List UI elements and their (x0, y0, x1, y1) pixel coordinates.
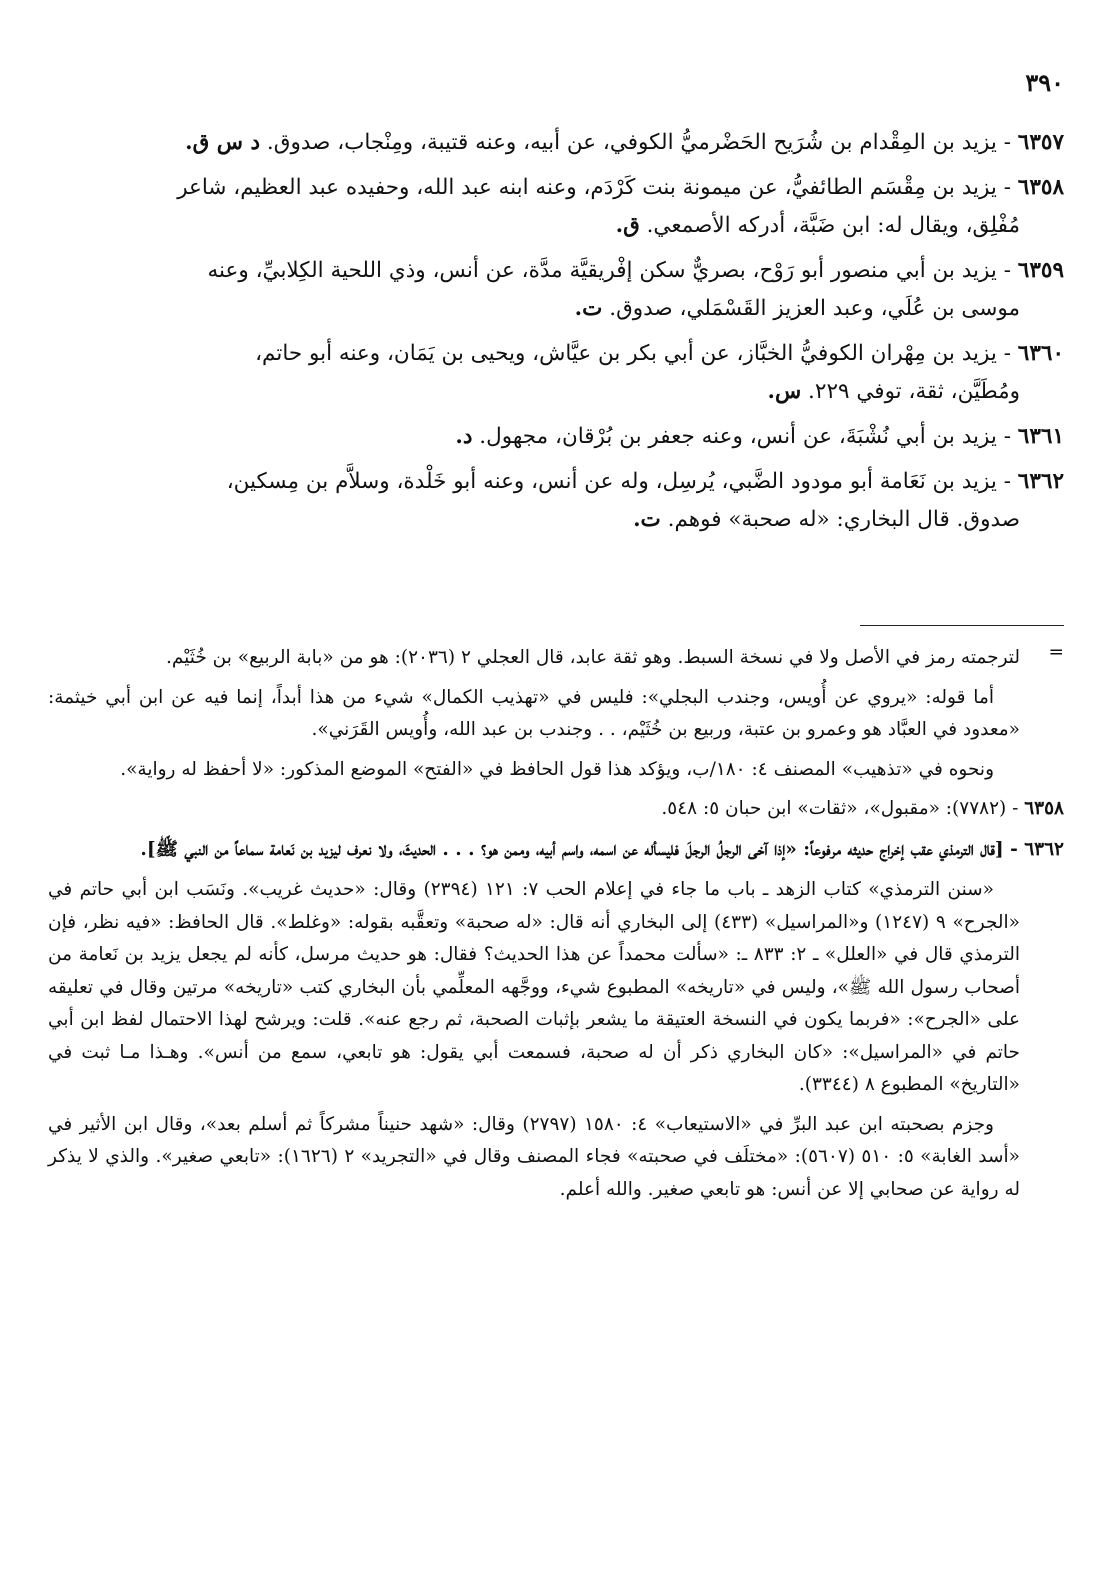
entry-6359: ٦٣٥٩ - يزيد بن أبي منصور أبو رَوْح، بصريٌّ سكن إفْريقيَّة مدَّة، عن أنس، وذي اللحية الكِلابيِّ، وعنه موسى بن عُلَي، وعبد العزيز القَسْمَلي، صدوق. ت. (207, 258, 1064, 321)
note-number: ٦٣٦٢ (1024, 838, 1064, 860)
entry-text-continued: صدوق. قال البخاري: «له صحبة» فوهم. (667, 507, 1020, 532)
entry-number: ٦٣٥٧ (1017, 130, 1064, 155)
entry-6361: ٦٣٦١ - يزيد بن أبي نُشْبَةَ، عن أنس، وعنه جعفر بن بُرْقان، مجهول. د. (455, 424, 1064, 449)
entry-code: ت. (633, 507, 661, 532)
footnote-paragraph: وجزم بصحبته ابن عبد البرِّ في «الاستيعاب» ٤: ١٥٨٠ (٢٧٩٧) وقال: «شهد حنيناً مشركاً ثم أسلم بعد»، وقال ابن الأثير في «أسد الغابة» ٥: ٥١٠ (٥٦٠٧): «مختلَف في صحبته» فجاء المصنف وقال في «التجريد» ٢ (١٦٢٦): «تابعي صغير». والذي لا يذكر له رواية عن صحابي إلا عن أنس: هو تابعي صغير. والله أعلم. (48, 1113, 1020, 1200)
note-6362-commentary (48, 874, 1064, 1206)
note-text: [قال الترمذي عقب إخراج حديثه مرفوعاً: «إذا آخى الرجلُ الرجلَ فليسأله عن اسمه، واسم أبيه، وممن هو؟ . . . الحديثَ، ولا نعرف ليزيد بن نَعامة سماعاً من النبي ﷺ]. (140, 838, 1004, 860)
footnotes (48, 642, 1064, 1213)
note-6358: ٦٣٥٨ - (٧٧٨٢): «مقبول»، «ثقات» ابن حبان ٥: ٥٤٨. (661, 798, 1064, 819)
note-6362: ٦٣٦٢ - [قال الترمذي عقب إخراج حديثه مرفوعاً: «إذا آخى الرجلُ الرجلَ فليسأله عن اسمه، واسم أبيه، وممن هو؟ . . . الحديثَ، ولا نعرف ليزيد بن نَعامة سماعاً من النبي ﷺ]. (140, 838, 1064, 860)
entry-text: يزيد بن أبي نُشْبَةَ، عن أنس، وعنه جعفر بن بُرْقان، مجهول. (479, 424, 997, 449)
continuation-marker: = (1048, 642, 1064, 663)
entry-code: د. (455, 424, 473, 449)
footnote-paragraph: ونحوه في «تذهيب» المصنف ٤: ١٨٠/ب، ويؤكد هذا قول الحافظ في «الفتح» الموضع المذكور: «لا أحفظ له رواية». (120, 758, 994, 780)
entry-number: ٦٣٥٨ (1017, 175, 1064, 200)
entry-code: د س ق. (185, 130, 261, 155)
main-text (48, 124, 1064, 546)
entry-6360: ٦٣٦٠ - يزيد بن مِهْران الكوفيُّ الخبَّاز، عن أبي بكر بن عيَّاش، ويحيى بن يَمَان، وعنه أبو حاتم، ومُطَيَّن، ثقة، توفي ٢٢٩. س. (255, 341, 1064, 404)
entry-text: يزيد بن مِقْسَم الطائفيُّ، عن ميمونة بنت كَرْدَم، وعنه ابنه عبد الله، وحفيده عبد العظيم، شاعر (177, 175, 997, 200)
entry-code: ت. (574, 296, 603, 321)
entry-code: س. (767, 379, 802, 404)
book-page (48, 0, 1064, 1577)
entry-code: ق. (615, 213, 640, 238)
entry-6362: ٦٣٦٢ - يزيد بن نَعَامة أبو مودود الضَّبي، يُرسِل، وله عن أنس، وعنه أبو خَلْدة، وسلاَّم بن مِسكين، صدوق. قال البخاري: «له صحبة» فوهم. ت. (226, 469, 1064, 532)
footnote-divider (860, 625, 1064, 626)
entry-text: يزيد بن مِهْران الكوفيُّ الخبَّاز، عن أبي بكر بن عيَّاش، ويحيى بن يَمَان، وعنه أبو حاتم، (255, 341, 997, 366)
footnote-paragraph: أما قوله: «يروي عن أُويس، وجندب البجلي»: فليس في «تهذيب الكمال» شيء من هذا أبداً، إنما فيه عن ابن أبي خيثمة: «معدود في العبَّاد هو وعمرو بن عتبة، وربيع بن خُثَيْم، . . وجندب بن عبد الله، وأُويس القَرَني». (48, 686, 1020, 740)
entry-number: ٦٣٦٢ (1017, 469, 1064, 494)
entry-6357: ٦٣٥٧ - يزيد بن المِقْدام بن شُرَيح الحَضْرميُّ الكوفي، عن أبيه، وعنه قتيبة، ومِنْجاب، صدوق. د س ق. (185, 130, 1064, 155)
entry-text-continued: موسى بن عُلَي، وعبد العزيز القَسْمَلي، صدوق. (609, 296, 1020, 321)
entry-number: ٦٣٦١ (1017, 424, 1064, 449)
footnote-paragraph: «سنن الترمذي» كتاب الزهد ـ باب ما جاء في إعلام الحب ٧: ١٢١ (٢٣٩٤) وقال: «حديث غريب». ونَسَب ابن أبي حاتم في «الجرح» ٩ (١٢٤٧) و«المراسيل» (٤٣٣) إلى البخاري أنه قال: «له صحبة» وتعقَّبه بقوله: «وغلط». قال الحافظ: «فيه نظر، فإن الترمذي قال في «العلل» ـ ٢: ٨٣٣ ـ: «سألت محمداً عن هذا الحديث؟ فقال: هو حديث مرسل، كأنه لم يجعل يزيد بن نَعامة من أصحاب رسول الله ﷺ»، وليس في «تاريخه» المطبوع شيء، ووجَّهه المعلِّمي بأن البخاري كتب «تاريخه» مرتين وقال في تعليقه على «الجرح»: «فربما يكون في النسخة العتيقة ما يشعر بإثبات الصحبة، ثم رجع عنه». قلت: ويرشح لهذا الاحتمال لفظ ابن أبي حاتم في «المراسيل»: «كان البخاري ذكر أن له صحبة، فسمعت أبي يقول: هو تابعي، سمع من أنس». وهـذا مـا ثبت في «التاريخ» المطبوع ٨ (٣٣٤٤). (48, 879, 1020, 1095)
entry-text: يزيد بن أبي منصور أبو رَوْح، بصريٌّ سكن إفْريقيَّة مدَّة، عن أنس، وذي اللحية الكِلابيِّ، وعنه (207, 258, 997, 283)
page-number: ٣٩٠ (1025, 68, 1064, 97)
footnote-continued (48, 642, 1064, 786)
note-text: (٧٧٨٢): «مقبول»، «ثقات» ابن حبان ٥: ٥٤٨. (661, 798, 1007, 819)
entry-text: يزيد بن المِقْدام بن شُرَيح الحَضْرميُّ الكوفي، عن أبيه، وعنه قتيبة، ومِنْجاب، صدوق. (266, 130, 997, 155)
footnote-paragraph: لترجمته رمز في الأصل ولا في نسخة السبط. وهو ثقة عابد، قال العجلي ٢ (٢٠٣٦): هو من «بابة الربيع» بن خُثَيْم. (165, 647, 1020, 668)
entry-number: ٦٣٦٠ (1017, 341, 1064, 366)
entry-text: يزيد بن نَعَامة أبو مودود الضَّبي، يُرسِل، وله عن أنس، وعنه أبو خَلْدة، وسلاَّم بن مِسكين، (226, 469, 997, 494)
entry-6358: ٦٣٥٨ - يزيد بن مِقْسَم الطائفيُّ، عن ميمونة بنت كَرْدَم، وعنه ابنه عبد الله، وحفيده عبد العظيم، شاعر مُفْلِق، ويقال له: ابن ضَبَّة، أدركه الأصمعي. ق. (177, 175, 1064, 238)
note-number: ٦٣٥٨ (1024, 798, 1064, 819)
entry-text-continued: ومُطَيَّن، ثقة، توفي ٢٢٩. (808, 379, 1020, 404)
entry-number: ٦٣٥٩ (1017, 258, 1064, 283)
entry-text-continued: مُفْلِق، ويقال له: ابن ضَبَّة، أدركه الأصمعي. (646, 213, 1020, 238)
